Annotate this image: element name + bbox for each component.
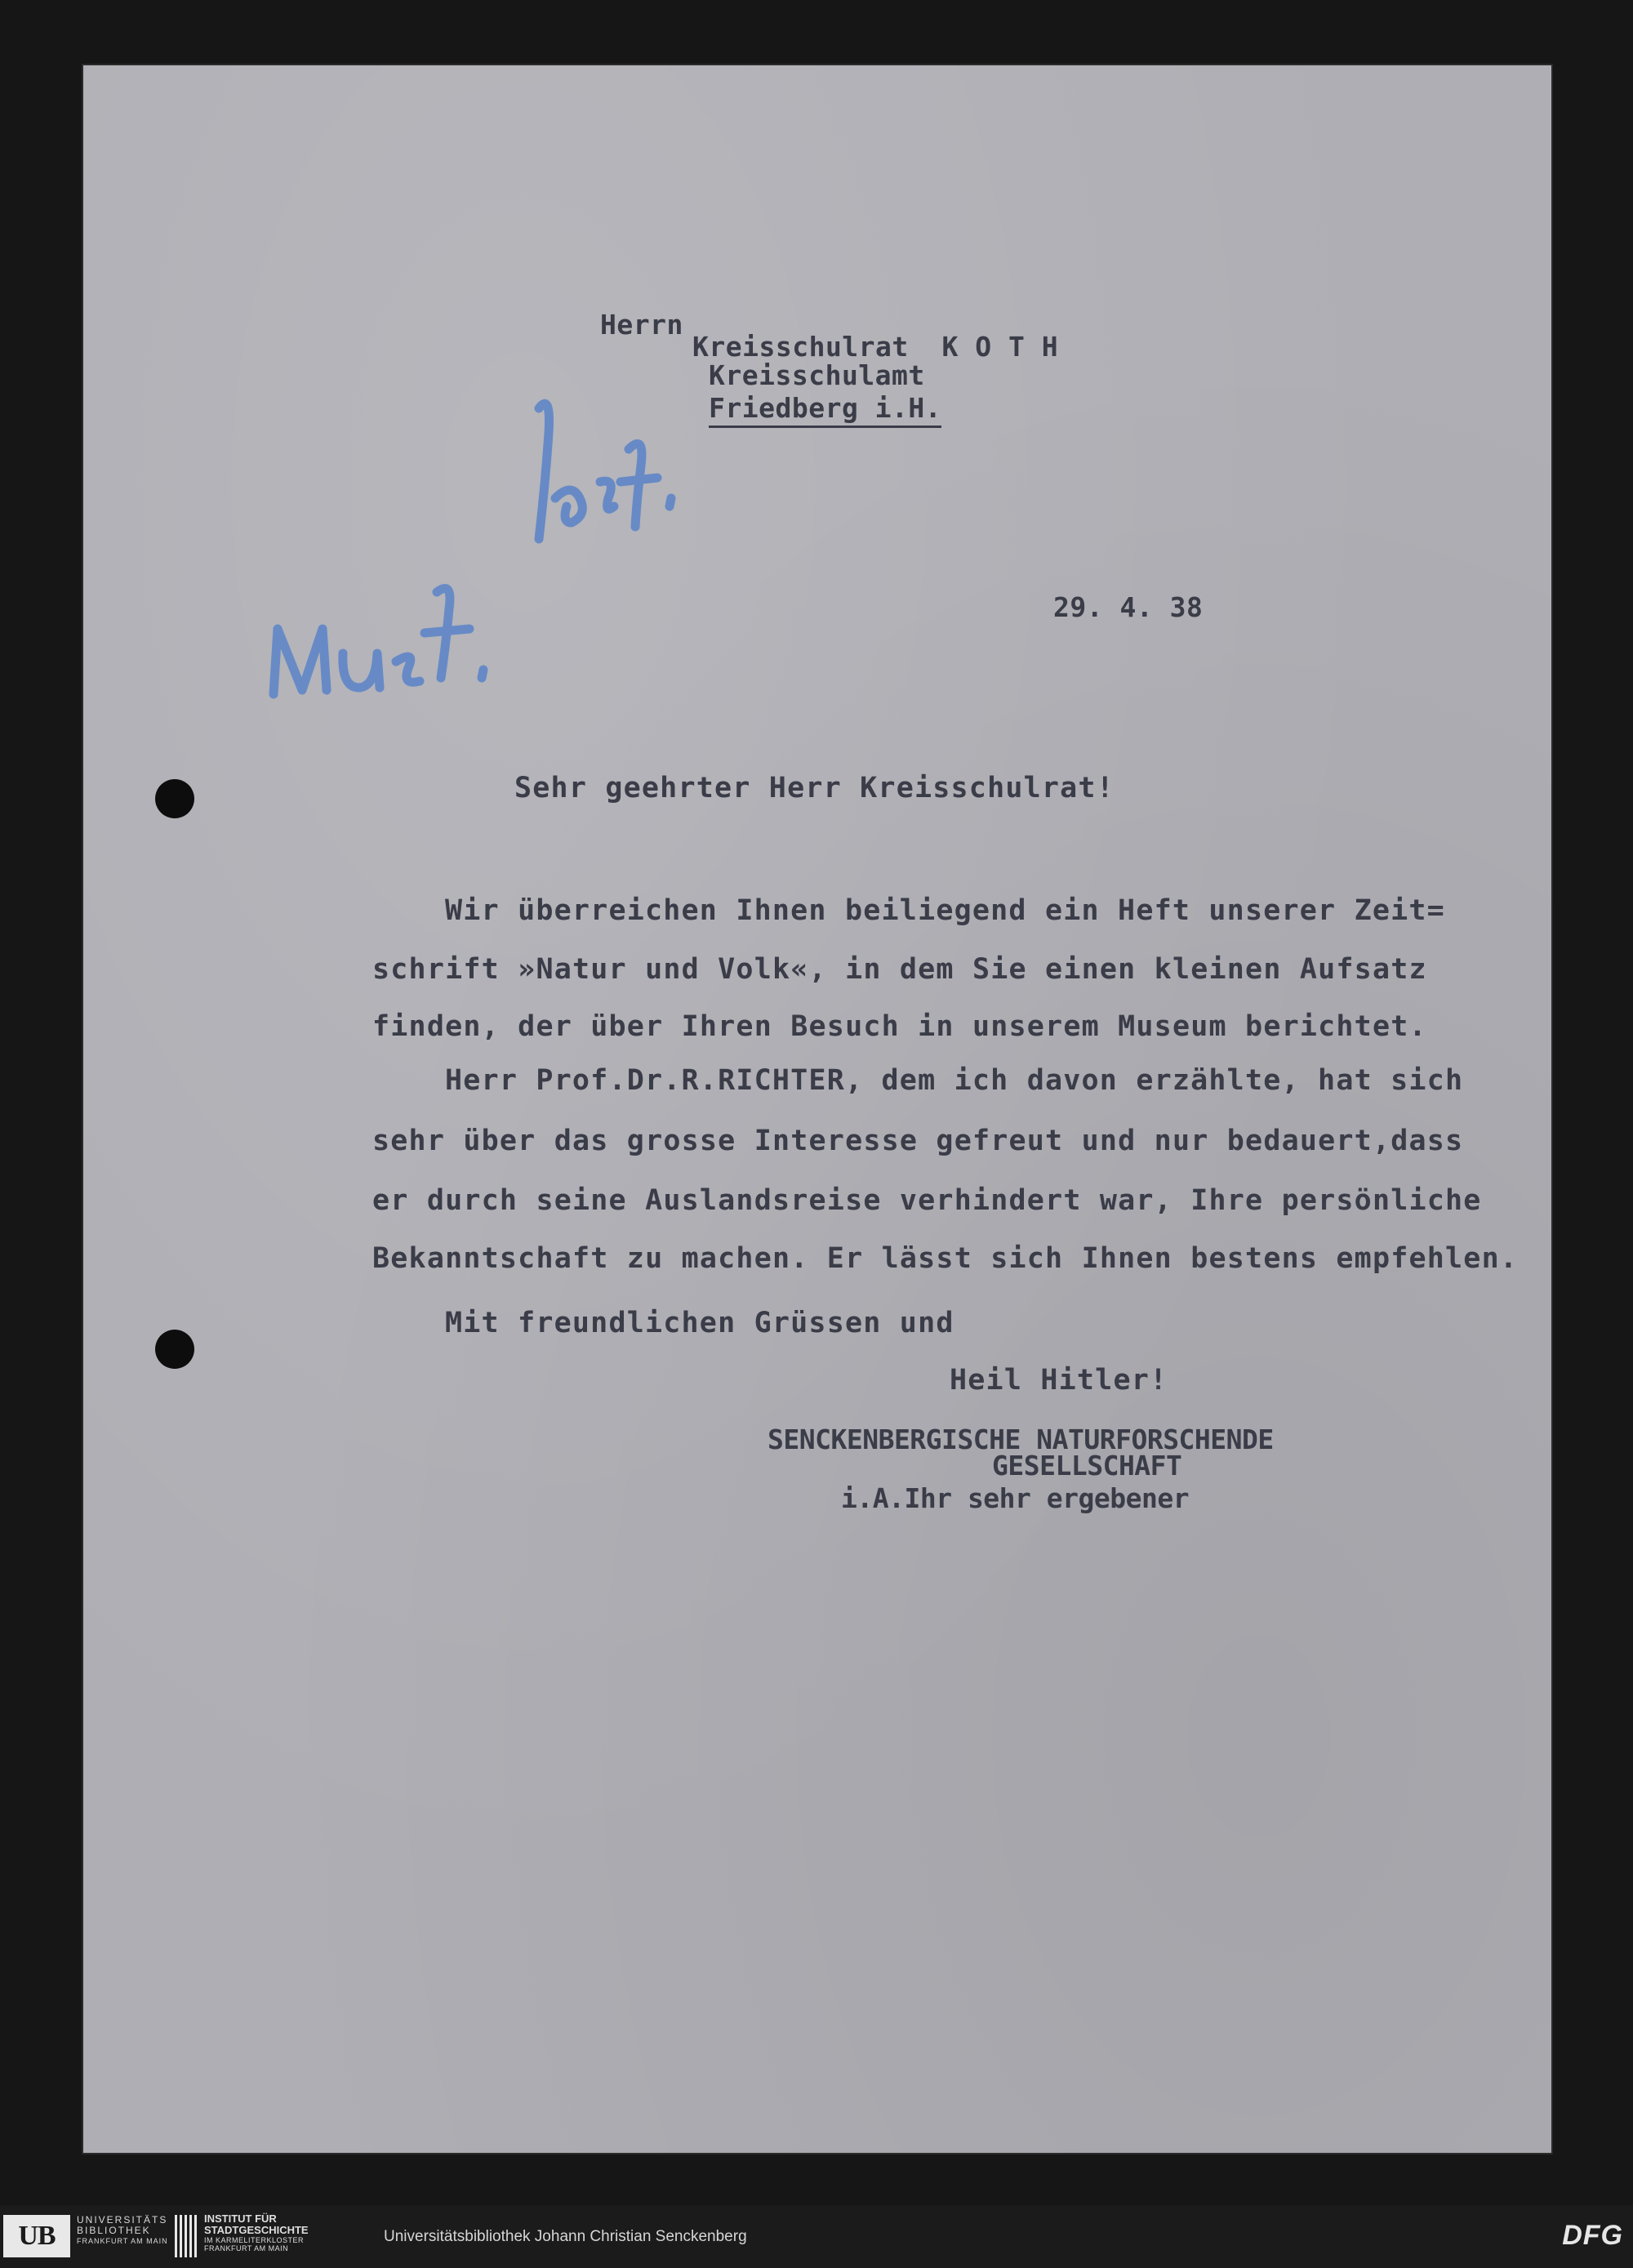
ub-text-line: UNIVERSITÄTS <box>77 2214 168 2226</box>
recipient-salutation: Herrn <box>600 309 683 341</box>
handwritten-annotation <box>245 384 702 735</box>
letter-date: 29. 4. 38 <box>1053 591 1204 623</box>
body-line: finden, der über Ihren Besuch in unserem Museum berichtet. <box>372 1010 1427 1043</box>
institute-title-line: STADTGESCHICHTE <box>204 2224 309 2236</box>
signature-org-line1: SENCKENBERGISCHE NATURFORSCHENDE <box>768 1424 1274 1455</box>
recipient-title: Kreisschulrat K O T H <box>692 331 1059 363</box>
signature-org-line2: GESELLSCHAFT <box>992 1450 1182 1482</box>
institute-sub-line: IM KARMELITERKLOSTER <box>204 2236 305 2244</box>
body-line: Wir überreichen Ihnen beiliegend ein Heft unserer Zeit= <box>445 894 1445 927</box>
body-line: er durch seine Auslandsreise verhindert war, Ihre persönliche <box>372 1184 1482 1217</box>
letter-closing: Mit freundlichen Grüssen und <box>445 1307 954 1339</box>
punch-hole-top <box>155 779 194 818</box>
letter-greeting: Sehr geehrter Herr Kreisschulrat! <box>514 772 1115 804</box>
institute-sub-line: FRANKFURT AM MAIN <box>204 2244 289 2252</box>
signature-sign-off: i.A.Ihr sehr ergebener <box>841 1482 1190 1514</box>
footer-bar <box>0 2205 1633 2268</box>
ub-text-line: BIBLIOTHEK <box>77 2225 151 2236</box>
body-line: sehr über das grosse Interesse gefreut und nur bedauert,dass <box>372 1125 1464 1157</box>
dfg-logo: DFG <box>1562 2220 1623 2251</box>
footer-library-name: Universitätsbibliothek Johann Christian Senckenberg <box>384 2228 747 2245</box>
punch-hole-bottom <box>155 1330 194 1369</box>
ub-text-line: FRANKFURT AM MAIN <box>77 2237 168 2245</box>
institute-text <box>204 2213 309 2252</box>
recipient-city: Friedberg i.H. <box>709 392 941 428</box>
body-line: schrift »Natur und Volk«, in dem Sie einen kleinen Aufsatz <box>372 953 1427 986</box>
institute-logo-icon <box>175 2215 198 2257</box>
ub-text <box>77 2215 168 2247</box>
recipient-office: Kreisschulamt <box>709 359 925 391</box>
body-line: Bekanntschaft zu machen. Er lässt sich Ihnen bestens empfehlen. <box>372 1242 1519 1275</box>
institute-title-line: INSTITUT FÜR <box>204 2212 277 2225</box>
ub-logo: UB <box>3 2215 70 2257</box>
body-line: Herr Prof.Dr.R.RICHTER, dem ich davon erzählte, hat sich <box>445 1064 1464 1097</box>
letter-closing-salute: Heil Hitler! <box>950 1364 1168 1397</box>
